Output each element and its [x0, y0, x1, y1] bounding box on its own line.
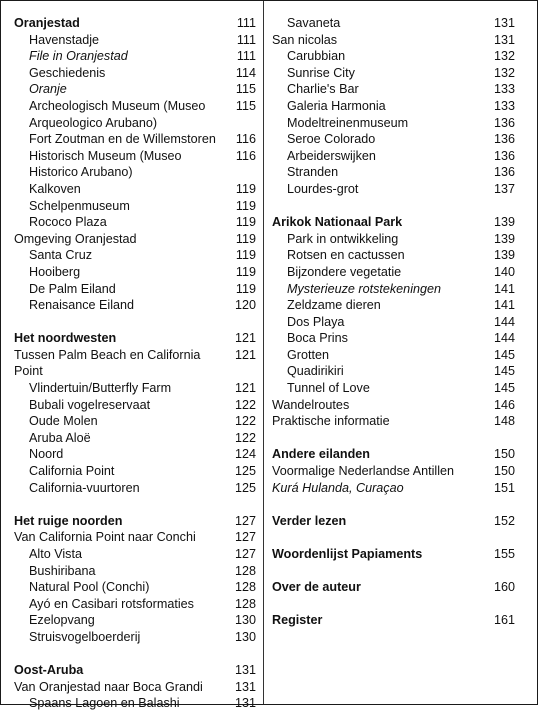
- toc-page-number: 144: [493, 331, 515, 346]
- toc-section-heading: [272, 513, 515, 530]
- toc-entry-title: Seroe Colorado: [287, 132, 376, 147]
- toc-page-number: 139: [493, 215, 515, 230]
- toc-entry-title: Quadirikiri: [287, 364, 344, 379]
- toc-entry: [14, 529, 256, 546]
- toc-entry: [14, 397, 256, 414]
- toc-entry: [14, 231, 256, 248]
- toc-page-number: 111: [236, 49, 256, 64]
- toc-entry: [272, 65, 515, 82]
- toc-entry-title: Havenstadje: [29, 32, 100, 47]
- toc-entry-title: Natural Pool (Conchi): [29, 580, 150, 595]
- toc-entry-title: De Palm Eiland: [29, 281, 116, 296]
- toc-page-number: 152: [493, 513, 515, 528]
- toc-page-number: 160: [493, 580, 515, 595]
- toc-right-column: [272, 15, 515, 629]
- toc-page-number: 116: [235, 132, 256, 147]
- toc-page-number: 136: [493, 148, 515, 163]
- toc-entry-title: Santa Cruz: [29, 248, 92, 263]
- toc-entry-title: Savaneta: [287, 16, 341, 30]
- toc-entry-title: Oranje: [29, 82, 67, 97]
- toc-entry: [272, 281, 515, 298]
- toc-entry-title: Bushiribana: [29, 563, 96, 578]
- toc-entry: [272, 247, 515, 264]
- toc-entry: [14, 214, 256, 231]
- toc-entry-title: Omgeving Oranjestad: [14, 231, 137, 246]
- toc-page-number: 136: [493, 165, 515, 180]
- toc-entry-title: California Point: [29, 464, 115, 479]
- toc-entry: [14, 463, 256, 480]
- toc-page-number: 125: [234, 480, 256, 495]
- toc-page-number: 137: [493, 181, 515, 196]
- toc-entry-title: Het ruige noorden: [14, 513, 123, 528]
- toc-entry: [14, 264, 256, 281]
- toc-entry-title: Verder lezen: [272, 513, 347, 528]
- toc-entry-title: Schelpenmuseum: [29, 198, 130, 213]
- toc-entry-title: Van California Point naar Conchi: [14, 530, 196, 545]
- toc-entry: [14, 48, 256, 65]
- toc-entry-title: Zeldzame dieren: [287, 298, 381, 313]
- toc-entry-title: Galeria Harmonia: [287, 98, 386, 113]
- toc-page-number: 140: [493, 264, 515, 279]
- toc-page-number: 121: [234, 347, 256, 362]
- toc-page-number: 121: [234, 331, 256, 346]
- toc-entry-title: Spaans Lagoen en Balashi: [29, 696, 180, 711]
- toc-page-number: 119: [235, 181, 256, 196]
- toc-entry-title: Register: [272, 613, 323, 628]
- toc-entry-title: Charlie's Bar: [287, 82, 359, 97]
- toc-entry-title: Ayó en Casibari rotsformaties: [29, 596, 194, 611]
- toc-entry: [272, 463, 515, 480]
- toc-page-number: 145: [493, 381, 515, 396]
- toc-entry-title: Dos Playa: [287, 314, 345, 329]
- toc-entry-title: Arikok Nationaal Park: [272, 215, 403, 230]
- toc-entry-title: Over de auteur: [272, 580, 361, 595]
- toc-page-number: 132: [493, 65, 515, 80]
- toc-entry: [272, 131, 515, 148]
- toc-entry: [272, 98, 515, 115]
- toc-entry-title: Ezelopvang: [29, 613, 95, 628]
- toc-page-number: 141: [493, 281, 515, 296]
- toc-entry-title: Oude Molen: [29, 414, 98, 429]
- toc-section-heading: [272, 546, 515, 563]
- toc-entry: [14, 679, 256, 696]
- toc-page-number: 145: [493, 364, 515, 379]
- toc-page-number: 145: [493, 347, 515, 362]
- toc-page-number: 155: [493, 547, 515, 561]
- toc-entry: [14, 563, 256, 580]
- toc-entry: [14, 81, 256, 98]
- toc-entry: [272, 397, 515, 414]
- toc-entry: [272, 480, 515, 497]
- toc-page-number: 148: [493, 414, 515, 429]
- toc-entry: [14, 98, 256, 131]
- toc-page-number: 128: [234, 563, 256, 578]
- toc-page-number: 111: [236, 16, 256, 30]
- toc-entry-title: Voormalige Nederlandse Antillen: [272, 464, 455, 479]
- toc-entry: [14, 65, 256, 82]
- toc-entry-title: Woordenlijst Papiaments: [272, 547, 423, 561]
- toc-entry-title: Aruba Aloë: [29, 430, 91, 445]
- toc-entry-title: Struisvogelboerderij: [29, 629, 141, 644]
- toc-entry: [14, 579, 256, 596]
- toc-page-number: 146: [493, 397, 515, 412]
- toc-entry-title: Fort Zoutman en de Willemstoren: [29, 132, 216, 147]
- toc-entry: [14, 413, 256, 430]
- toc-page-number: 139: [493, 248, 515, 263]
- toc-entry: [272, 48, 515, 65]
- toc-page-number: 116: [235, 148, 256, 163]
- toc-section-heading: [272, 446, 515, 463]
- toc-entry: [14, 131, 256, 148]
- toc-entry-title: Modeltreinenmuseum: [287, 115, 409, 130]
- toc-page-number: 119: [235, 215, 256, 230]
- toc-entry: [272, 363, 515, 380]
- toc-page-number: 122: [234, 414, 256, 429]
- toc-entry: [272, 330, 515, 347]
- toc-entry: [272, 380, 515, 397]
- toc-entry-title: Andere eilanden: [272, 447, 370, 462]
- toc-entry: [14, 247, 256, 264]
- toc-entry-title: Van Oranjestad naar Boca Grandi: [14, 679, 203, 694]
- toc-entry: [272, 81, 515, 98]
- toc-entry-title: Kalkoven: [29, 181, 81, 196]
- column-divider: [263, 1, 264, 704]
- toc-page-number: 115: [235, 82, 256, 97]
- toc-entry-title: Noord: [29, 447, 64, 462]
- toc-page-number: 119: [235, 231, 256, 246]
- toc-entry-title: File in Oranjestad: [29, 49, 128, 64]
- toc-entry: [14, 695, 256, 712]
- toc-page-number: 125: [234, 464, 256, 479]
- toc-page-number: 111: [236, 32, 256, 47]
- toc-entry-title: Lourdes-grot: [287, 181, 359, 196]
- toc-page-number: 130: [234, 613, 256, 628]
- toc-section-heading: [14, 662, 256, 679]
- toc-page-number: 131: [234, 663, 256, 678]
- toc-page-number: 128: [234, 580, 256, 595]
- toc-page-number: 119: [235, 248, 256, 263]
- toc-page-number: 150: [493, 447, 515, 462]
- toc-entry-title: Hooiberg: [29, 264, 81, 279]
- toc-entry: [14, 380, 256, 397]
- toc-entry: [272, 32, 515, 49]
- toc-entry: [14, 32, 256, 49]
- toc-entry-title: Vlindertuin/Butterfly Farm: [29, 381, 172, 396]
- toc-page-number: 141: [493, 298, 515, 313]
- toc-entry: [272, 264, 515, 281]
- toc-entry-title: Boca Prins: [287, 331, 348, 346]
- toc-entry-title: Sunrise City: [287, 65, 355, 80]
- toc-entry-title: Bubali vogelreservaat: [29, 397, 151, 412]
- toc-page-number: 128: [234, 596, 256, 611]
- toc-entry-title: San nicolas: [272, 32, 338, 47]
- toc-entry-title: Arbeiderswijken: [287, 148, 376, 163]
- toc-page-number: 139: [493, 231, 515, 246]
- toc-entry-title: Geschiedenis: [29, 65, 106, 80]
- toc-entry-title: Oranjestad: [14, 16, 80, 30]
- toc-page-number: 114: [235, 65, 256, 80]
- toc-entry-title: Rotsen en cactussen: [287, 248, 405, 263]
- toc-page-number: 133: [493, 98, 515, 113]
- toc-entry: [14, 181, 256, 198]
- toc-entry: [272, 297, 515, 314]
- toc-entry: [14, 446, 256, 463]
- toc-page-number: 119: [235, 281, 256, 296]
- toc-entry-title: Wandelroutes: [272, 397, 350, 412]
- toc-page-number: 122: [234, 397, 256, 412]
- toc-entry-title: Park in ontwikkeling: [287, 231, 399, 246]
- toc-page-number: 131: [493, 16, 515, 30]
- toc-entry-title: Bijzondere vegetatie: [287, 264, 402, 279]
- toc-page-number: 119: [235, 198, 256, 213]
- toc-section-heading: [272, 612, 515, 629]
- toc-page-number: 150: [493, 464, 515, 479]
- toc-entry-title: Praktische informatie: [272, 414, 390, 429]
- toc-page-number: 131: [493, 32, 515, 47]
- toc-entry: [14, 629, 256, 646]
- toc-section-heading: [14, 15, 256, 32]
- toc-entry: [14, 480, 256, 497]
- toc-entry-title: Renaisance Eiland: [29, 298, 135, 313]
- toc-entry: [14, 148, 256, 181]
- toc-entry: [14, 281, 256, 298]
- toc-section-heading: [14, 330, 256, 347]
- toc-page-number: 131: [234, 696, 256, 711]
- toc-page-number: 133: [493, 82, 515, 97]
- toc-entry-title: Kurá Hulanda, Curaçao: [272, 480, 404, 495]
- toc-entry-title: Alto Vista: [29, 547, 82, 561]
- toc-page-number: 115: [235, 98, 256, 113]
- toc-entry: [14, 198, 256, 215]
- toc-page-number: 131: [234, 679, 256, 694]
- toc-entry-title: Archeologisch Museum (Museo Arqueologico Arubano): [29, 98, 206, 130]
- toc-page-number: 130: [234, 629, 256, 644]
- toc-page-number: 121: [234, 381, 256, 396]
- toc-page-number: 136: [493, 115, 515, 130]
- toc-page-number: 144: [493, 314, 515, 329]
- toc-page-number: 151: [493, 480, 515, 495]
- toc-section-heading: [14, 513, 256, 530]
- toc-entry: [14, 297, 256, 314]
- toc-page-number: 161: [493, 613, 515, 628]
- toc-entry: [272, 314, 515, 331]
- toc-entry: [272, 181, 515, 198]
- toc-page-number: 119: [235, 264, 256, 279]
- toc-entry-title: Rococo Plaza: [29, 215, 107, 230]
- toc-entry: [272, 347, 515, 364]
- toc-page-number: 127: [234, 530, 256, 545]
- toc-entry: [14, 430, 256, 447]
- toc-entry-title: Mysterieuze rotstekeningen: [287, 281, 442, 296]
- toc-entry: [272, 15, 515, 32]
- toc-entry: [14, 596, 256, 613]
- toc-entry-title: Het noordwesten: [14, 331, 117, 346]
- toc-page-number: 127: [234, 513, 256, 528]
- toc-entry-title: Tussen Palm Beach en California Point: [14, 347, 201, 379]
- toc-entry: [272, 413, 515, 430]
- toc-entry: [14, 612, 256, 629]
- toc-entry-title: Oost-Aruba: [14, 663, 84, 678]
- toc-entry-title: Tunnel of Love: [287, 381, 370, 396]
- toc-page-number: 124: [234, 447, 256, 462]
- toc-page-number: 136: [493, 132, 515, 147]
- toc-entry: [272, 148, 515, 165]
- toc-entry-title: Stranden: [287, 165, 339, 180]
- toc-entry-title: Historisch Museum (Museo Historico Arubano): [29, 148, 182, 180]
- toc-entry: [14, 546, 256, 563]
- toc-page-number: 122: [234, 430, 256, 445]
- toc-entry: [272, 164, 515, 181]
- toc-entry: [272, 115, 515, 132]
- toc-page-number: 132: [493, 49, 515, 64]
- toc-page-number: 120: [234, 298, 256, 313]
- toc-section-heading: [272, 579, 515, 596]
- toc-entry-title: California-vuurtoren: [29, 480, 140, 495]
- toc-page-number: 127: [234, 547, 256, 561]
- toc-entry-title: Grotten: [287, 347, 329, 362]
- toc-entry: [14, 347, 256, 380]
- toc-section-heading: [272, 214, 515, 231]
- toc-entry: [272, 231, 515, 248]
- toc-entry-title: Carubbian: [287, 49, 346, 64]
- toc-left-column: [14, 15, 256, 712]
